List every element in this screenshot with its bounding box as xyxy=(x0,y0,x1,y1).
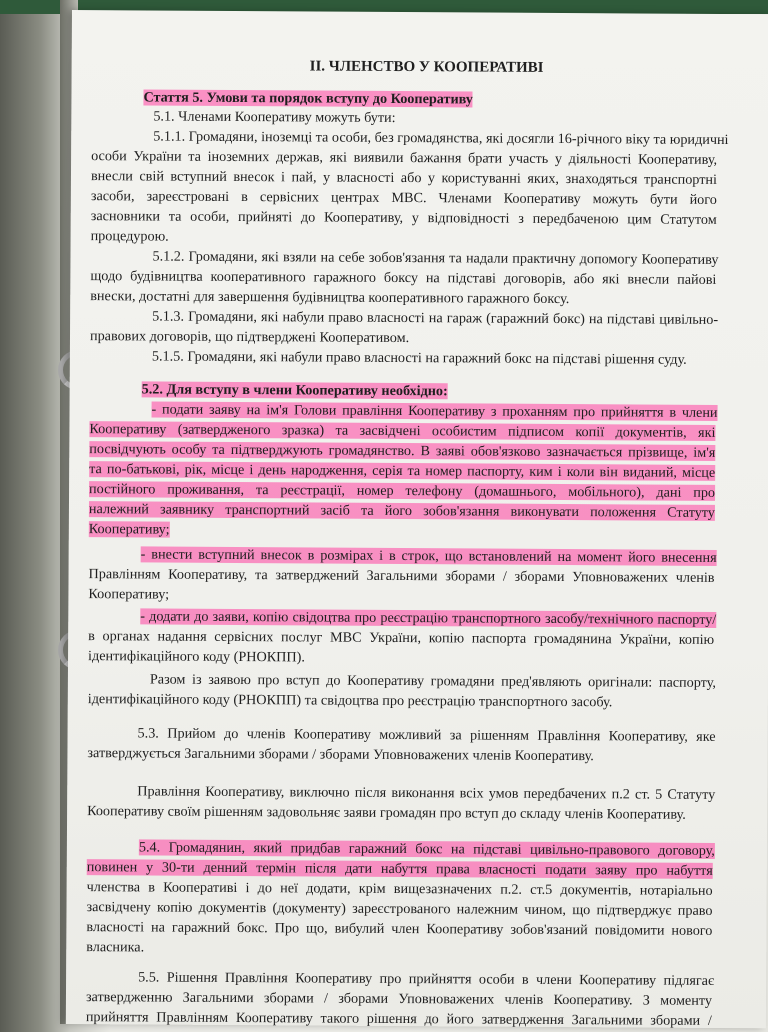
highlighted-text: - додати до заяви, копію свідоцтва про реєстрацію транспортного засобу/технічного паспорту/ xyxy=(140,608,717,628)
text-line: затвердженню Загальними зборами / зборами Уповноважених членів Кооперативу. З моменту xyxy=(85,989,713,1009)
text-line: процедурою. xyxy=(90,228,169,245)
text-line: внесли свій вступний внесок і пай, у власності або у користуванні яких, знаходяться транспортні xyxy=(90,168,718,188)
text-line: в органах надання сервісних послуг МВС України, копію паспорта громадянина України, копію xyxy=(88,628,715,648)
text-line: 5.1.3. Громадяни, які набули право власності на гараж (гаражний бокс) на підставі цивільно- xyxy=(152,308,719,328)
text-line: засвідчену копію документів (документу) зареєстрованого належним чином, що підтверджує право xyxy=(86,899,713,919)
text-line xyxy=(89,520,170,540)
highlighted-text: 5.2. Для вступу в члени Кооперативу необхідно: xyxy=(141,381,448,400)
highlighted-text: - внести вступний внесок в розмірах і в строк, що встановлений на момент його внесення xyxy=(140,546,717,566)
text-line: власника. xyxy=(86,939,145,956)
subsection-heading xyxy=(142,380,448,402)
highlighted-text: повинен у 30-ти денний термін після дати набуття права власності подати заяву про набуття xyxy=(86,859,713,879)
highlighted-text: - подати заяву на ім'я Голови правління Кооперативу з проханням про прийняття в члени xyxy=(151,401,718,421)
text-line: засновники та особи, прийняті до Кооперативу, у відповідності з передбаченою цим Статутом xyxy=(90,208,717,228)
text-line: 5.1.5. Громадяни, які набули право власності на гаражний бокс на підставі рішення суду. xyxy=(151,348,687,368)
section-title: II. ЧЛЕНСТВО У КООПЕРАТИВІ xyxy=(309,58,544,76)
text-line: Кооперативу своїм рішенням задовольняє заяви громадян про вступ до складу членів Кооперативу. xyxy=(87,803,686,823)
highlighted-text: постійного проживання, та реєстрації, номер телефону (домашнього, мобільного), дані про xyxy=(89,481,716,501)
document-page xyxy=(66,10,768,1028)
text-line: прийняття Правлінням Кооперативу такого рішення до його затвердження Загальними зборами / xyxy=(85,1009,712,1029)
highlighted-text: посвідчують особу та підтверджують громадянство. В заяві обов'язково зазначається прізвище, ім'я xyxy=(89,441,716,461)
text-line: особи України та іноземних держав, які виявили бажання брати участь у діяльності Кооперативу, xyxy=(91,148,718,168)
highlighted-text: 5.4. Громадянин, який придбав гаражний бокс на підставі цивільно-правового договору, xyxy=(138,839,715,859)
text-line: правових договорів, що підтверджені Кооперативом. xyxy=(89,328,410,347)
highlighted-text: належний заявнику транспортний засіб та його зобов'язання виконувати положення Статуту xyxy=(88,501,715,521)
text-line xyxy=(89,500,715,524)
text-line: засоби, зареєстровані в сервісних центрах МВС. Членами Кооперативу можуть бути його xyxy=(90,188,717,208)
text-line: ідентифікаційного коду (РНОКПП) та свідоцтва про реєстрацію транспортного засобу. xyxy=(87,691,613,711)
text-line: Правління Кооперативу, виключно після виконання всіх умов передбачених п.2 ст. 5 Статуту xyxy=(137,783,716,803)
text-line: членства в Кооперативі і до неї додати, крім вищезазначених п.2. ст.5 документів, нотаріально xyxy=(86,879,713,899)
text-line: 5.1.1. Громадяни, іноземці та особи, без громадянства, які досягли 16-річного віку та юридичні xyxy=(153,128,729,149)
highlighted-text: Кооперативу (затвердженого зразка) та засвідчені особистим підписом копії документів, які xyxy=(89,421,716,441)
text-line: внески, достатні для завершення будівництва кооперативного гаражного боксу. xyxy=(90,288,570,308)
highlighted-text: та по-батькові, рік, місце і день народження, серія та номер паспорту, ким і коли він виданий, місце xyxy=(89,461,716,481)
text-line: 5.1. Членами Кооперативу можуть бути: xyxy=(153,108,396,126)
text-line: власності на гаражний бокс. Про що, вибулий член Кооперативу зобов'язаний повідомити нового xyxy=(86,919,713,939)
text-line: Разом із заявою про вступ до Кооперативу громадяни пред'являють оригінали: паспорту, xyxy=(149,671,716,691)
text-line: ідентифікаційного коду (РНОКПП). xyxy=(88,648,306,666)
text-line: Правлінням Кооперативу, та затверджений Загальними зборами / зборами Уповноважених членів xyxy=(88,566,715,586)
highlighted-text: Стаття 5. Умови та порядок вступу до Кооперативу xyxy=(143,89,473,108)
text-line: 5.5. Рішення Правління Кооперативу про прийняття особи в члени Кооперативу підлягає xyxy=(138,969,715,989)
text-line: 5.1.2. Громадяни, які взяли на себе зобов'язання та надали практичну допомогу Кооперативу xyxy=(152,248,719,268)
text-line: 5.3. Прийом до членів Кооперативу можливий за рішенням Правління Кооперативу, яке xyxy=(137,725,716,745)
text-line: щодо будівництва кооперативного гаражного боксу на підставі договорів, або які внесли пайові xyxy=(90,268,717,288)
text-line: затверджується Загальними зборами / зборами Уповноважених членів Кооперативу. xyxy=(87,745,594,765)
highlighted-text: Кооперативу; xyxy=(88,521,170,538)
text-line: Кооперативу; xyxy=(88,586,170,603)
